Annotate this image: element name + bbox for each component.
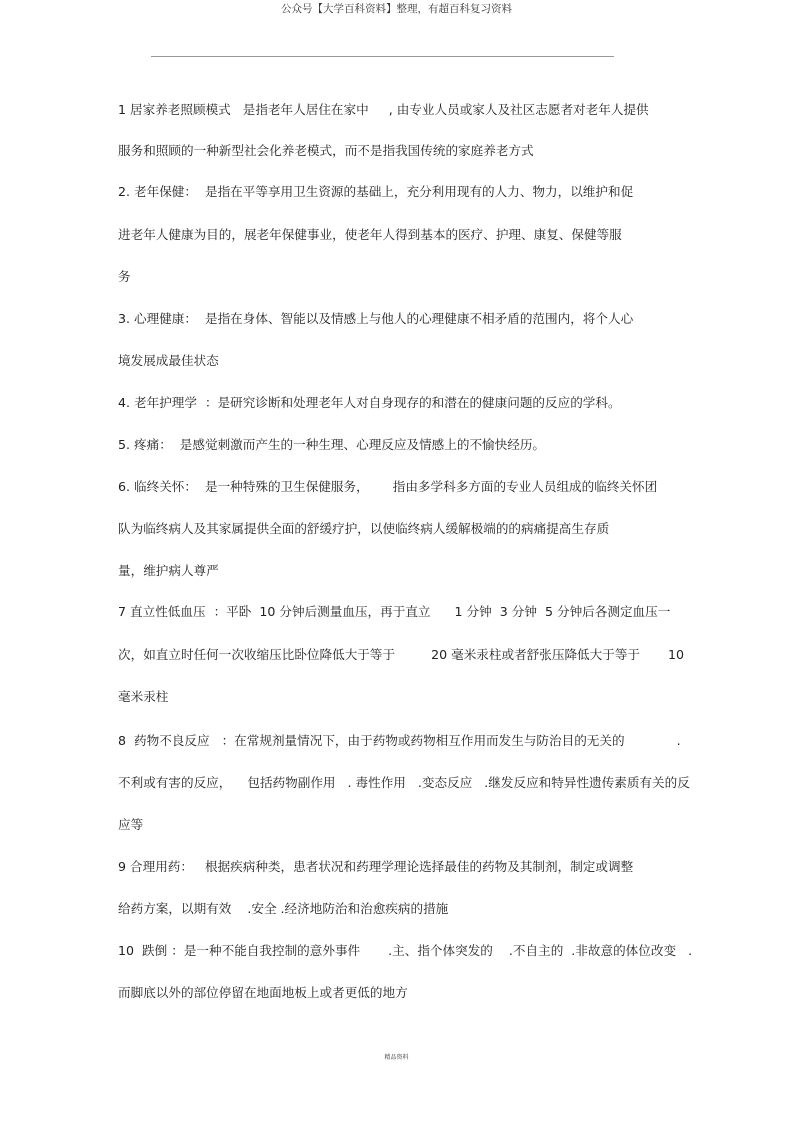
text-line: 量，维护病人尊严 [118, 563, 219, 578]
text-line: 7 直立性低血压 ：平卧 10 分钟后测量血压，再于直立 1 分钟 3 分钟 5 分钟后各测定血压一 [118, 604, 671, 619]
page-header-watermark: 公众号【大学百科资料】整理，有超百科复习资料 [281, 3, 512, 15]
text-line: 境发展成最佳状态 [118, 353, 219, 368]
text-line: 5. 疼痛： 是感觉刺激而产生的一种生理、心理反应及情感上的不愉快经历。 [118, 437, 546, 452]
text-line: 10 跌倒 ：是一种不能自我控制的意外事件 .主、指个体突发的 .不自主的 .非故意的体位改变 . [118, 943, 693, 958]
page-footer: 精品资料 [384, 1054, 409, 1061]
text-line: 进老年人健康为目的，展老年保健事业，使老年人得到基本的医疗、护理、康复、保健等服 [118, 227, 622, 242]
text-line: 1 居家养老照顾模式 是指老年人居住在家中 , 由专业人员或家人及社区志愿者对老年人提供 [118, 102, 649, 117]
text-line: 9 合理用药： 根据疾病种类，患者状况和药理学理论选择最佳的药物及其制剂，制定或调整 [118, 859, 634, 874]
text-line: 应等 [118, 817, 144, 832]
text-line: 给药方案，以期有效 .安全 .经济地防治和治愈疾病的措施 [118, 901, 449, 916]
text-line: 务 [118, 269, 131, 284]
text-line: 4. 老年护理学 ：是研究诊断和处理老年人对自身现存的和潜在的健康问题的反应的学科。 [118, 395, 621, 410]
text-line: 8 药物不良反应 ：在常规剂量情况下，由于药物或药物相互作用而发生与防治目的无关的 . [118, 733, 681, 748]
header-divider [151, 56, 614, 57]
text-line: 6. 临终关怀： 是一种特殊的卫生保健服务， 指由多学科多方面的专业人员组成的临终关怀团 [118, 479, 658, 494]
text-line: 毫米汞柱 [118, 689, 169, 704]
text-line: 2. 老年保健： 是指在平等享用卫生资源的基础上，充分利用现有的人力、物力，以维护和促 [118, 184, 634, 199]
text-line: 而脚底以外的部位停留在地面地板上或者更低的地方 [118, 985, 408, 1000]
text-line: 次，如直立时任何一次收缩压比卧位降低大于等于 20 毫米汞柱或者舒张压降低大于等于 10 [118, 647, 685, 662]
text-line: 3. 心理健康： 是指在身体、智能以及情感上与他人的心理健康不相矛盾的范围内，将个人心 [118, 311, 634, 326]
text-line: 服务和照顾的一种新型社会化养老模式，而不是指我国传统的家庭养老方式 [118, 143, 534, 158]
text-line: 不利或有害的反应， 包括药物副作用 . 毒性作用 .变态反应 .继发反应和特异性遗传素质有关的反 [118, 775, 690, 790]
text-line: 队为临终病人及其家属提供全面的舒缓疗护，以使临终病人缓解极端的的病痛提高生存质 [118, 521, 610, 536]
